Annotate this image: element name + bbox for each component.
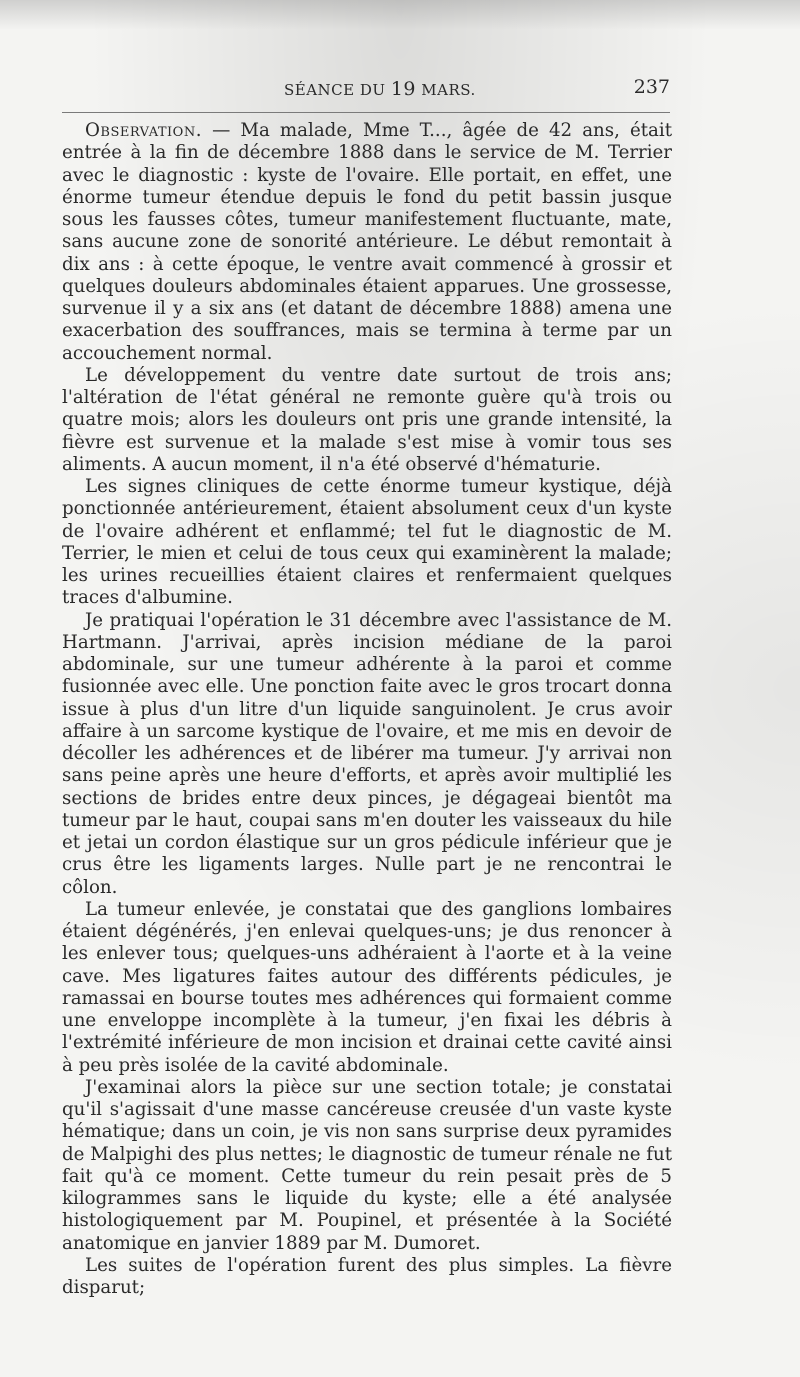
running-title-day: 19 [390,78,417,100]
paragraph: Les suites de l'opération furent des plus simples. La fièvre disparut; [62,1254,672,1298]
running-title-month: MARS. [421,81,476,99]
paragraph-observation [62,120,672,365]
observation-label: Observation. [85,120,202,141]
paragraph: La tumeur enlevée, je constatai que des ganglions lombaires étaient dégénérés, j'en enlevai quelques-uns; je dus renoncer à les enlever tous; quelques-uns adhéraient à l'aorte et à la veine cave. Mes ligatures faites autour des différents pédicules, je ramassai en bourse toutes mes adhérences qui formaient comme une enveloppe incomplète à la tumeur, j'en fixai les débris à l'extrémité inférieure de mon incision et drainai cette cavité ainsi à peu près isolée de la cavité abdominale. [62,898,672,1076]
running-title-prefix: SÉANCE DU [284,81,386,99]
running-head [62,78,670,108]
paragraph-text: — Ma malade, Mme T..., âgée de 42 ans, était entrée à la fin de décembre 1888 dans le service de M. Terrier avec le diagnostic : kyste de l'ovaire. Elle portait, en effet, une énorme tumeur étendue depuis le fond du petit bassin jusque sous les fausses côtes, tumeur manifestement fluctuante, mate, sans aucune zone de sonorité antérieure. Le début remontait à dix ans : à cette époque, le ventre avait commencé à grossir et quelques douleurs abdominales étaient apparues. Une grossesse, survenue il y a six ans (et datant de décembre 1888) amena une exacerbation des souffrances, mais se termina à terme par un accouchement normal. [62,120,672,364]
running-title [284,78,476,100]
paragraph: Les signes cliniques de cette énorme tumeur kystique, déjà ponctionnée antérieurement, étaient absolument ceux d'un kyste de l'ovaire adhérent et enflammé; tel fut le diagnostic de M. Terrier, le mien et celui de tous ceux qui examinèrent la malade; les urines recueillies étaient claires et renfermaient quelques traces d'albumine. [62,476,672,609]
paragraph: Je pratiquai l'opération le 31 décembre avec l'assistance de M. Hartmann. J'arrivai, après incision médiane de la paroi abdominale, sur une tumeur adhérente à la paroi et comme fusionnée avec elle. Une ponction faite avec le gros trocart donna issue à plus d'un litre d'un liquide sanguinolent. Je crus avoir affaire à un sarcome kystique de l'ovaire, et me mis en devoir de décoller les adhérences et de libérer ma tumeur. J'y arrivai non sans peine après une heure d'efforts, et après avoir multiplié les sections de brides entre deux pinces, je dégageai bientôt ma tumeur par le haut, coupai sans m'en douter les vaisseaux du hile et jetai un cordon élastique sur un gros pédicule inférieur que je crus être les ligaments larges. Nulle part je ne rencontrai le côlon. [62,609,672,898]
paragraph: Le développement du ventre date surtout de trois ans; l'altération de l'état général ne remonte guère qu'à trois ou quatre mois; alors les douleurs ont pris une grande intensité, la fièvre est survenue et la malade s'est mise à vomir tous ses aliments. A aucun moment, il n'a été observé d'hématurie. [62,364,672,475]
page-number: 237 [633,76,670,98]
body-text [62,120,672,1299]
header-rule [62,112,670,113]
page-top-shadow [0,0,800,30]
paragraph: J'examinai alors la pièce sur une section totale; je constatai qu'il s'agissait d'une masse cancéreuse creusée d'un vaste kyste hématique; dans un coin, je vis non sans surprise deux pyramides de Malpighi des plus nettes; le diagnostic de tumeur rénale ne fut fait qu'à ce moment. Cette tumeur du rein pesait près de 5 kilogrammes sans le liquide du kyste; elle a été analysée histologiquement par M. Poupinel, et présentée à la Société anatomique en janvier 1889 par M. Dumoret. [62,1076,672,1254]
